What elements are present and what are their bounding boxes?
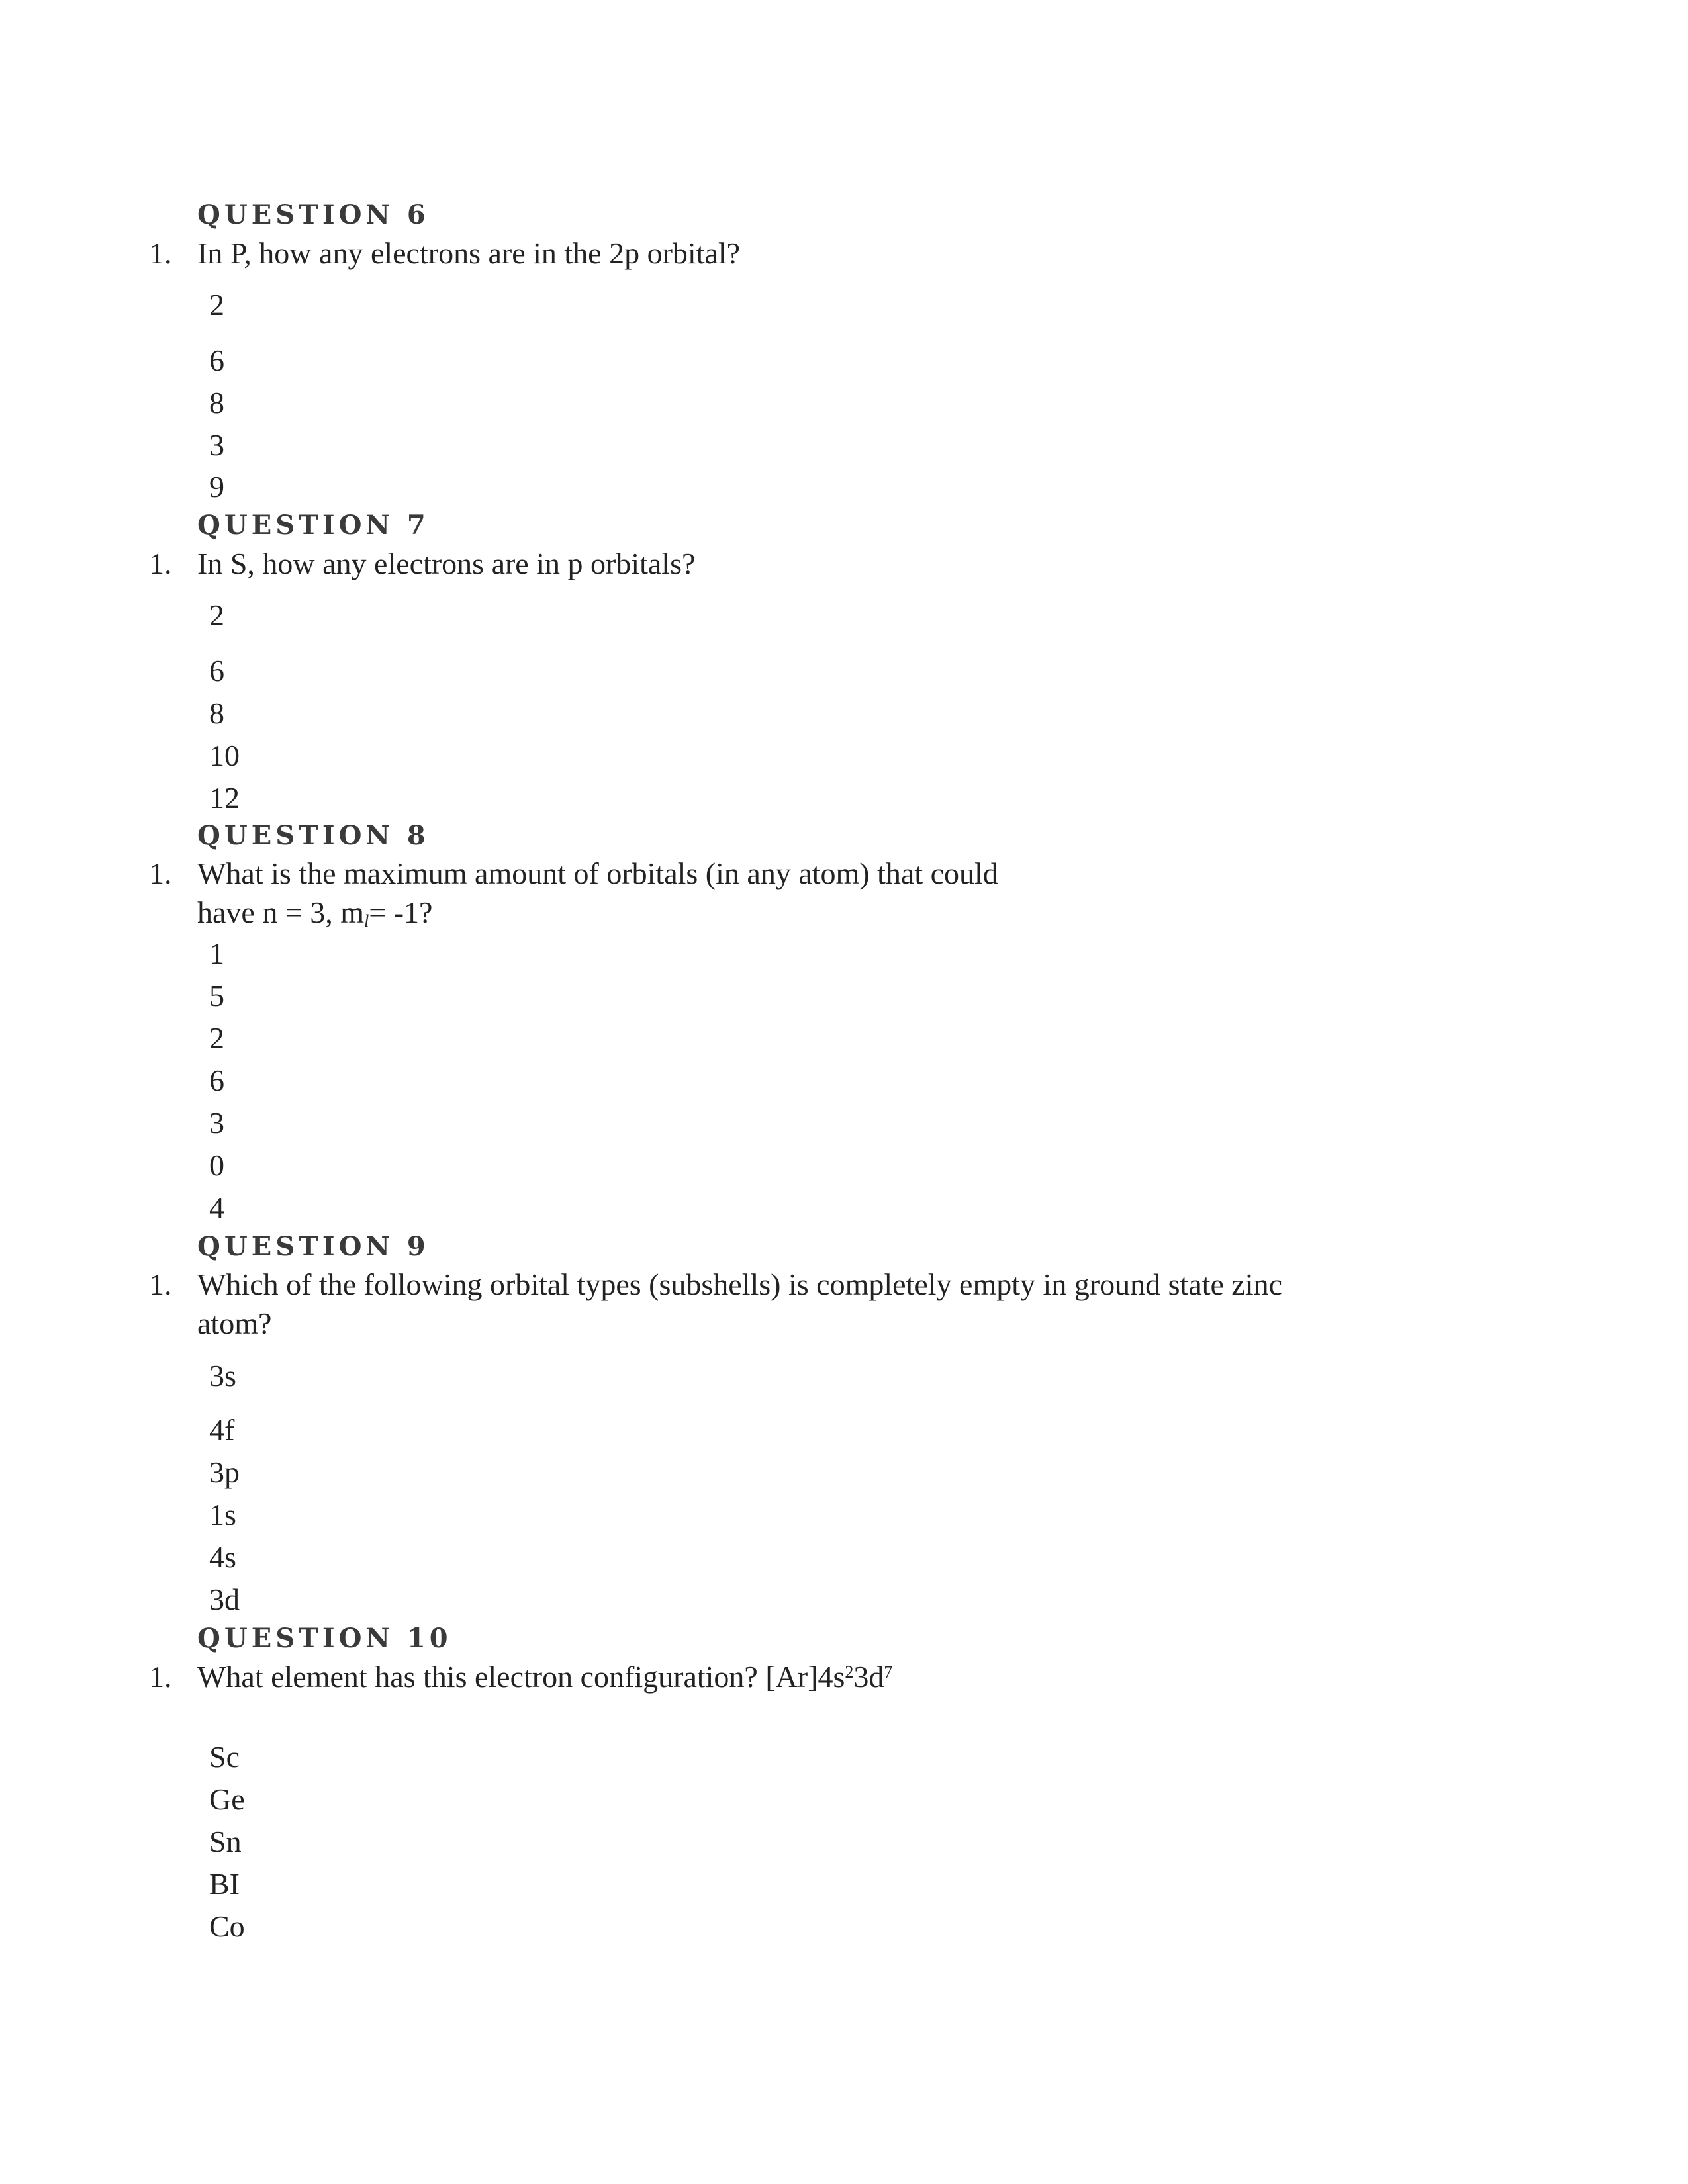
question-6-answer-2: 6 bbox=[209, 343, 224, 377]
question-8-text-line-2-suffix: = -1? bbox=[369, 895, 433, 929]
question-10-text bbox=[197, 1662, 892, 1692]
question-9-number: 1. bbox=[149, 1267, 172, 1301]
question-8-ml-subscript: l bbox=[364, 911, 369, 931]
question-8-answer-7: 4 bbox=[209, 1191, 224, 1224]
question-10-superscript-2: 7 bbox=[884, 1662, 893, 1682]
question-7-answer-5: 12 bbox=[209, 781, 240, 815]
question-10-answer-5: Co bbox=[209, 1909, 245, 1943]
question-7-text: In S, how any electrons are in p orbitals? bbox=[197, 547, 696, 580]
question-8-text-line-2-prefix: have n = 3, m bbox=[197, 895, 365, 929]
question-6-answer-5: 9 bbox=[209, 470, 224, 504]
question-7-answer-2: 6 bbox=[209, 654, 224, 688]
question-9-heading: QUESTION 9 bbox=[197, 1231, 430, 1262]
question-8-heading: QUESTION 8 bbox=[197, 820, 430, 851]
question-8-answer-3: 2 bbox=[209, 1021, 224, 1055]
question-8-answer-1: 1 bbox=[209, 936, 224, 970]
question-9-answer-4: 1s bbox=[209, 1498, 236, 1531]
question-9-answer-1: 3s bbox=[209, 1359, 236, 1392]
question-10-superscript-1: 2 bbox=[845, 1662, 854, 1682]
question-6-answer-3: 8 bbox=[209, 386, 224, 420]
question-7-answer-1: 2 bbox=[209, 598, 224, 632]
question-7-answer-3: 8 bbox=[209, 696, 224, 730]
question-6-text: In P, how any electrons are in the 2p orbital? bbox=[197, 236, 741, 270]
question-10-answer-2: Ge bbox=[209, 1782, 245, 1816]
question-8-text-line-1: What is the maximum amount of orbitals (in any atom) that could bbox=[197, 856, 998, 890]
question-6-heading: QUESTION 6 bbox=[197, 199, 430, 230]
question-9-text-line-2: atom? bbox=[197, 1306, 272, 1340]
question-10-answer-1: Sc bbox=[209, 1740, 240, 1774]
question-8-answer-6: 0 bbox=[209, 1148, 224, 1182]
question-10-heading: QUESTION 10 bbox=[197, 1623, 452, 1654]
question-7-number: 1. bbox=[149, 547, 172, 580]
question-9-answer-3: 3p bbox=[209, 1455, 240, 1489]
question-6-answer-1: 2 bbox=[209, 288, 224, 322]
question-8-answer-4: 6 bbox=[209, 1064, 224, 1097]
question-8-number: 1. bbox=[149, 856, 172, 890]
question-10-text-mid: 3d bbox=[853, 1660, 884, 1694]
question-7-heading: QUESTION 7 bbox=[197, 510, 430, 541]
question-9-answer-5: 4s bbox=[209, 1540, 236, 1574]
question-8-text-line-2 bbox=[197, 897, 432, 930]
question-10-text-prefix: What element has this electron configuration? [Ar]4s bbox=[197, 1660, 845, 1694]
question-10-number: 1. bbox=[149, 1660, 172, 1694]
question-6-number: 1. bbox=[149, 236, 172, 270]
question-7-answer-4: 10 bbox=[209, 739, 240, 772]
question-9-answer-2: 4f bbox=[209, 1413, 235, 1447]
question-6-answer-4: 3 bbox=[209, 428, 224, 462]
question-9-answer-6: 3d bbox=[209, 1582, 240, 1616]
question-10-answer-3: Sn bbox=[209, 1825, 242, 1858]
question-8-answer-2: 5 bbox=[209, 979, 224, 1013]
question-8-answer-5: 3 bbox=[209, 1106, 224, 1140]
question-9-text-line-1: Which of the following orbital types (subshells) is completely empty in ground state zinc bbox=[197, 1267, 1283, 1301]
question-10-answer-4: BI bbox=[209, 1867, 240, 1901]
